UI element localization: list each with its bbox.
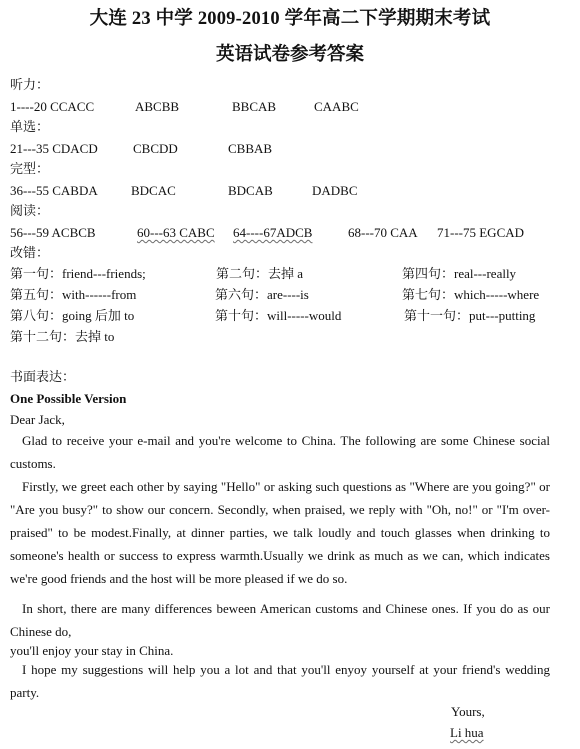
exam-title: 大连 23 中学 2009-2010 学年高二下学期期末考试 xyxy=(89,9,491,29)
listening-group-2: BBCAB xyxy=(232,99,277,114)
correction-item: 第八句：going 后加 to xyxy=(10,308,135,323)
writing-label: 书面表达： xyxy=(10,369,76,384)
version-title: One Possible Version xyxy=(10,391,127,406)
reading-item-3: 64----67ADCB xyxy=(233,225,313,240)
reading-item-5: 71---75 EGCAD xyxy=(437,225,525,240)
correction-item: 第五句：with------from xyxy=(10,287,137,302)
essay-paragraph-2: Firstly, we greet each other by saying "Hello" or asking such questions as "Where are you going?" or "Are you busy?" to show our concern. Secondly, when praised, we reply with "Oh, no!" or "I'm over-praised" to be modest.Finally, at dinner parties, we talk loudly and touch glasses when drinking to someone's health or success to express warmth.Usually we drink as much as we can, which indicates we're good friends and the host will be more pleased if we do so. xyxy=(10,479,550,586)
essay-paragraph-5: I hope my suggestions will help you a lot and that you'll enyoy yourself at your friend's wedding party. xyxy=(10,662,550,700)
essay-paragraph-3: In short, there are many differences beween American customs and Chinese ones. If you do as our Chinese do, xyxy=(10,601,550,639)
correction-item: 第十二句：去掉 to xyxy=(10,329,115,344)
essay-paragraph-4: you'll enjoy your stay in China. xyxy=(10,643,174,658)
reading-item-1: 56---59 ACBCB xyxy=(10,225,96,240)
reading-item-4: 68---70 CAA xyxy=(348,225,418,240)
closing: Yours, xyxy=(451,704,485,719)
answer-key-subtitle: 英语试卷参考答案 xyxy=(215,45,364,65)
cloze-group-3: DADBC xyxy=(312,183,358,198)
single-choice-group-1: CBCDD xyxy=(133,141,178,156)
correction-item: 第一句：friend---friends; xyxy=(10,266,146,281)
salutation: Dear Jack, xyxy=(10,412,65,427)
signature: Li hua xyxy=(450,725,484,740)
essay-paragraph-1: Glad to receive your e-mail and you're welcome to China. The following are some Chinese social customs. xyxy=(10,433,550,471)
correction-label: 改错： xyxy=(10,245,50,260)
cloze-label: 完型： xyxy=(10,161,50,176)
listening-group-3: CAABC xyxy=(314,99,359,114)
listening-range: 1----20 CCACC xyxy=(10,99,95,114)
cloze-group-2: BDCAB xyxy=(228,183,273,198)
listening-group-1: ABCBB xyxy=(135,99,180,114)
correction-item: 第十一句：put---putting xyxy=(404,308,536,323)
correction-item: 第二句：去掉 a xyxy=(216,266,304,281)
reading-item-2: 60---63 CABC xyxy=(137,225,215,240)
cloze-group-1: BDCAC xyxy=(131,183,176,198)
reading-label: 阅读： xyxy=(10,203,50,218)
single-choice-range: 21---35 CDACD xyxy=(10,141,98,156)
single-choice-group-2: CBBAB xyxy=(228,141,273,156)
correction-item: 第七句：which-----where xyxy=(402,287,540,302)
listening-label: 听力： xyxy=(10,77,50,92)
correction-item: 第六句：are----is xyxy=(215,287,309,302)
cloze-range: 36---55 CABDA xyxy=(10,183,98,198)
correction-item: 第十句：will-----would xyxy=(215,308,342,323)
correction-item: 第四句：real---really xyxy=(402,266,517,281)
single-choice-label: 单选： xyxy=(10,119,50,134)
